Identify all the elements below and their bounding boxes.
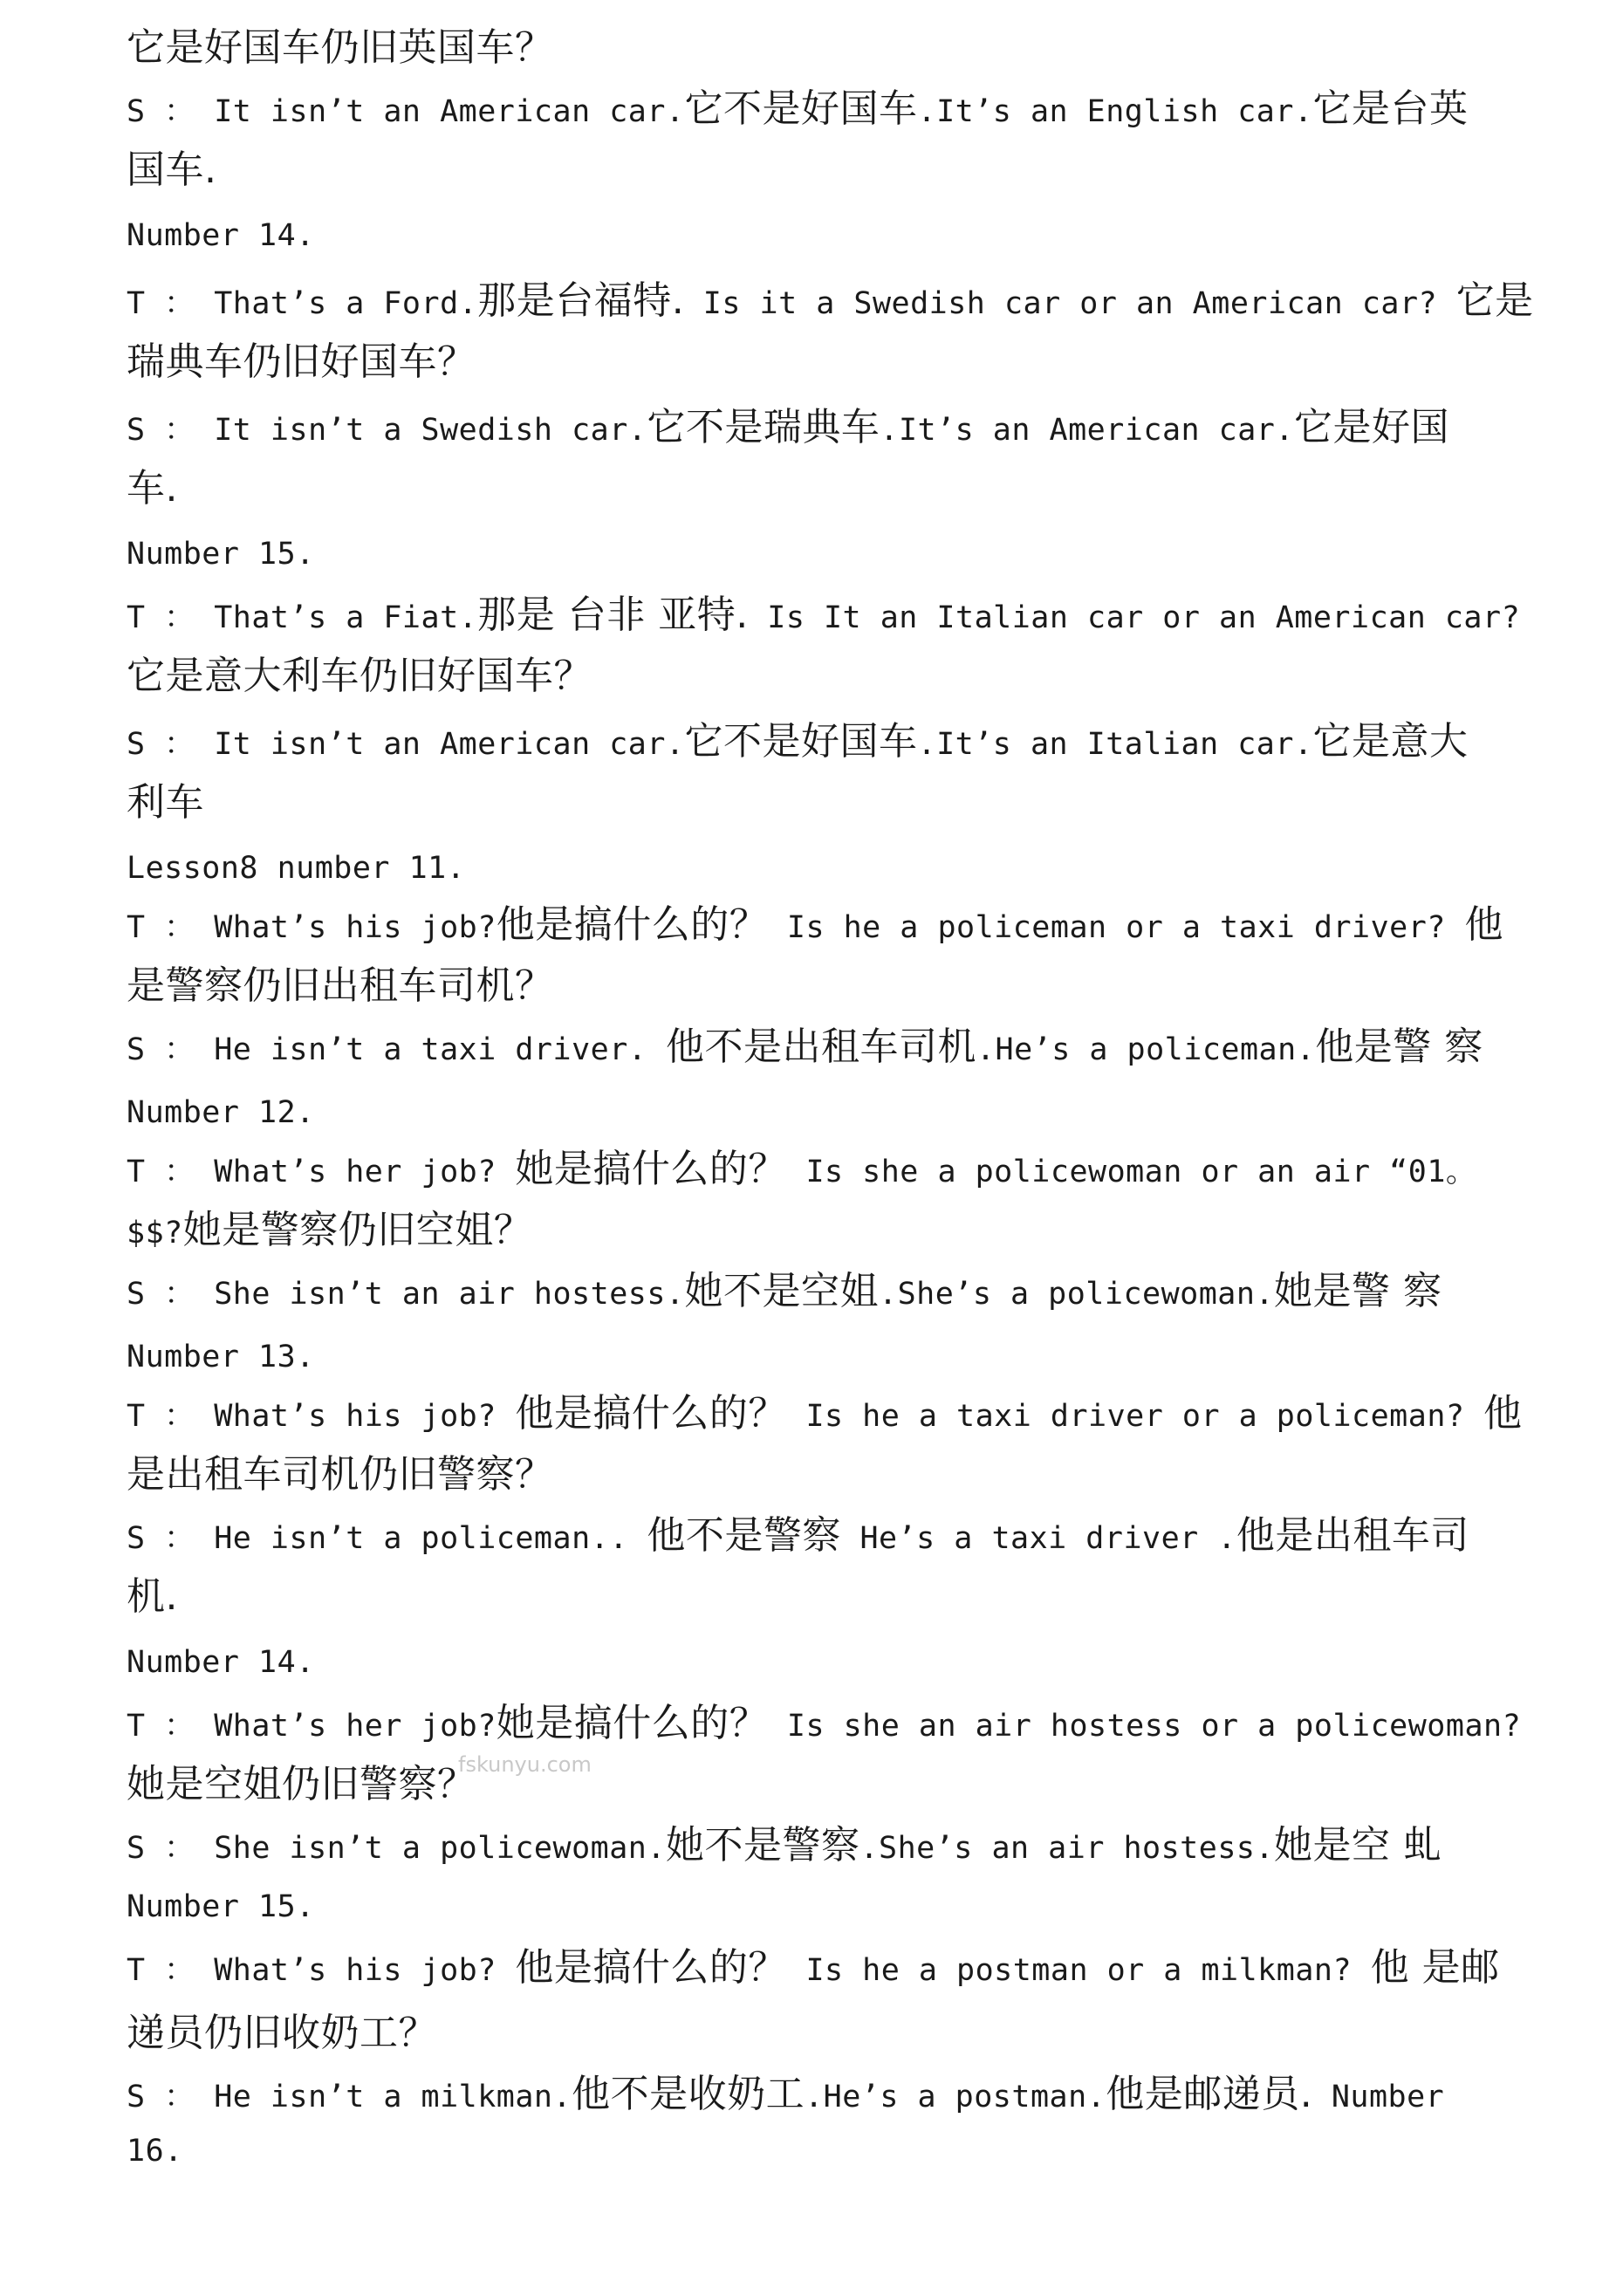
chinese-text: 他是搞什么的？ (515, 1945, 787, 1990)
english-text: .He’s a postman. (805, 2080, 1106, 2114)
text-line (127, 1885, 315, 1929)
text-line (127, 655, 592, 701)
text-line (127, 781, 204, 827)
english-text: Is he a taxi driver or a policeman? (786, 1399, 1484, 1434)
text-line (127, 87, 1469, 134)
text-line (127, 720, 1469, 766)
chinese-text: 他是警 察 (1315, 1025, 1483, 1069)
chinese-text: 它不是好国车 (684, 719, 918, 764)
chinese-text: 他 (1464, 902, 1503, 947)
english-text: S ： He isn’t a milkman. (127, 2080, 572, 2114)
english-text: $$? (127, 1216, 183, 1251)
chinese-text: 车. (127, 466, 178, 511)
chinese-text: 它不是瑞典车 (647, 405, 880, 449)
text-line (127, 2129, 183, 2173)
english-text: .It’s an English car. (917, 94, 1313, 129)
english-text: Number 15. (127, 537, 315, 572)
text-line (127, 1514, 1469, 1560)
english-text: T ： That’s a Ford. (127, 286, 478, 321)
english-text: Is she a policewoman or an air “01。 (786, 1155, 1477, 1189)
english-text: T ： That’s a Fiat. (127, 600, 478, 635)
text-line (127, 406, 1449, 452)
chinese-text: 她是搞什么的？ (515, 1147, 787, 1191)
chinese-text: 它是意大 (1312, 719, 1469, 764)
chinese-text: 它不是好国车 (684, 86, 918, 131)
english-text: Is he a postman or a milkman? (786, 1953, 1371, 1988)
english-text: Lesson8 number 11. (127, 851, 466, 886)
text-line (127, 26, 554, 72)
chinese-text: 是出租车司机仍旧警察？ (127, 1452, 554, 1497)
english-text: Number 15. (127, 1889, 315, 1924)
text-line (127, 467, 178, 513)
english-text: S ： He isn’t a taxi driver. (127, 1032, 666, 1067)
text-line (127, 340, 476, 387)
text-line (127, 532, 315, 576)
english-text: Number 12. (127, 1095, 315, 1130)
english-text: Is it a Swedish car or an American car? (684, 286, 1456, 321)
chinese-text: 机. (127, 1574, 178, 1619)
english-text: Number 13. (127, 1340, 315, 1374)
chinese-text: 国车. (127, 147, 217, 192)
chinese-text: 他不是收奶工 (572, 2072, 805, 2116)
english-text: S ： It isn’t a Swedish car. (127, 413, 647, 448)
english-text: T ： What’s her job? (127, 1155, 516, 1189)
text-line (127, 1091, 315, 1134)
text-line (127, 1335, 315, 1379)
english-text: T ： What’s his job? (127, 1953, 516, 1988)
text-line (127, 1946, 1500, 1992)
text-line (127, 1641, 315, 1684)
english-text: S ： She isn’t an air hostess. (127, 1277, 685, 1312)
english-text: Is It an Italian car or an American car? (748, 600, 1521, 635)
english-text: Is he a policeman or a taxi driver? (768, 910, 1465, 945)
english-text: T ： What’s his job? (127, 1399, 516, 1434)
text-line (127, 846, 465, 890)
text-line (127, 1392, 1523, 1438)
text-line (127, 1575, 178, 1621)
chinese-text: 他 (1483, 1391, 1523, 1436)
text-line (127, 1824, 1442, 1870)
text-line (127, 1702, 1521, 1748)
english-text: S ： It isn’t an American car. (127, 727, 685, 762)
text-line (127, 148, 217, 195)
english-text: S ： He isn’t a policeman.. (127, 1521, 647, 1556)
english-text: 16. (127, 2134, 183, 2169)
text-line (127, 593, 1520, 640)
chinese-text: 他是搞什么的？ (496, 902, 769, 947)
text-line (127, 964, 554, 1011)
english-text: .She’s a policewoman. (879, 1277, 1275, 1312)
english-text: T ： What’s her job? (127, 1709, 496, 1744)
english-text: S ： She isn’t a policewoman. (127, 1831, 666, 1866)
chinese-text: 她是警 察 (1274, 1269, 1442, 1313)
english-text: S ： It isn’t an American car. (127, 94, 685, 129)
chinese-text: 它是台英 (1312, 86, 1469, 131)
chinese-text: 那是 台非 亚特. (477, 593, 749, 637)
text-line (127, 1209, 532, 1255)
chinese-text: 他 是邮 (1370, 1945, 1500, 1990)
chinese-text: 她不是空姐 (684, 1269, 880, 1313)
chinese-text: 他不是警察 (647, 1513, 841, 1558)
chinese-text: 他是出租车司 (1236, 1513, 1469, 1558)
chinese-text: 它是意大利车仍旧好国车？ (127, 654, 592, 698)
chinese-text: 它是 (1455, 278, 1534, 323)
chinese-text: 她是空 虬 (1274, 1823, 1442, 1868)
chinese-text: 她是搞什么的？ (496, 1701, 769, 1745)
english-text: .It’s an American car. (880, 413, 1294, 448)
chinese-text: 他是邮递员. (1106, 2072, 1313, 2116)
chinese-text: 它是好国 (1293, 405, 1449, 449)
watermark: fskunyu.com (458, 1752, 592, 1777)
english-text: .He’s a policeman. (976, 1032, 1316, 1067)
english-text: Number (1312, 2080, 1445, 2114)
chinese-text: 他是搞什么的？ (515, 1391, 787, 1436)
english-text: Number 14. (127, 218, 315, 253)
english-text: .It’s an Italian car. (917, 727, 1313, 762)
text-line (127, 1148, 1476, 1194)
text-line (127, 2012, 437, 2058)
chinese-text: 她不是警察 (665, 1823, 860, 1868)
english-text: He’s a taxi driver . (840, 1521, 1236, 1556)
english-text: Number 14. (127, 1645, 315, 1680)
chinese-text: 他不是出租车司机 (665, 1025, 976, 1069)
text-line (127, 1763, 476, 1809)
chinese-text: 递员仍旧收奶工？ (127, 2011, 437, 2055)
english-text: .She’s an air hostess. (859, 1831, 1275, 1866)
text-line (127, 1453, 554, 1499)
text-line (127, 903, 1503, 949)
chinese-text: 她是警察仍旧空姐？ (182, 1208, 533, 1252)
text-line (127, 279, 1534, 326)
text-line (127, 214, 315, 257)
chinese-text: 瑞典车仍旧好国车？ (127, 339, 476, 384)
text-line (127, 1270, 1442, 1316)
chinese-text: 利车 (127, 780, 204, 825)
chinese-text: 那是台福特. (477, 278, 685, 323)
text-line (127, 1025, 1483, 1072)
chinese-text: 她是空姐仍旧警察？ (127, 1762, 476, 1806)
chinese-text: 它是好国车仍旧英国车？ (127, 25, 554, 70)
text-line (127, 2073, 1444, 2119)
english-text: Is she an air hostess or a policewoman? (768, 1709, 1522, 1744)
english-text: T ： What’s his job? (127, 910, 496, 945)
chinese-text: 是警察仍旧出租车司机？ (127, 963, 554, 1008)
